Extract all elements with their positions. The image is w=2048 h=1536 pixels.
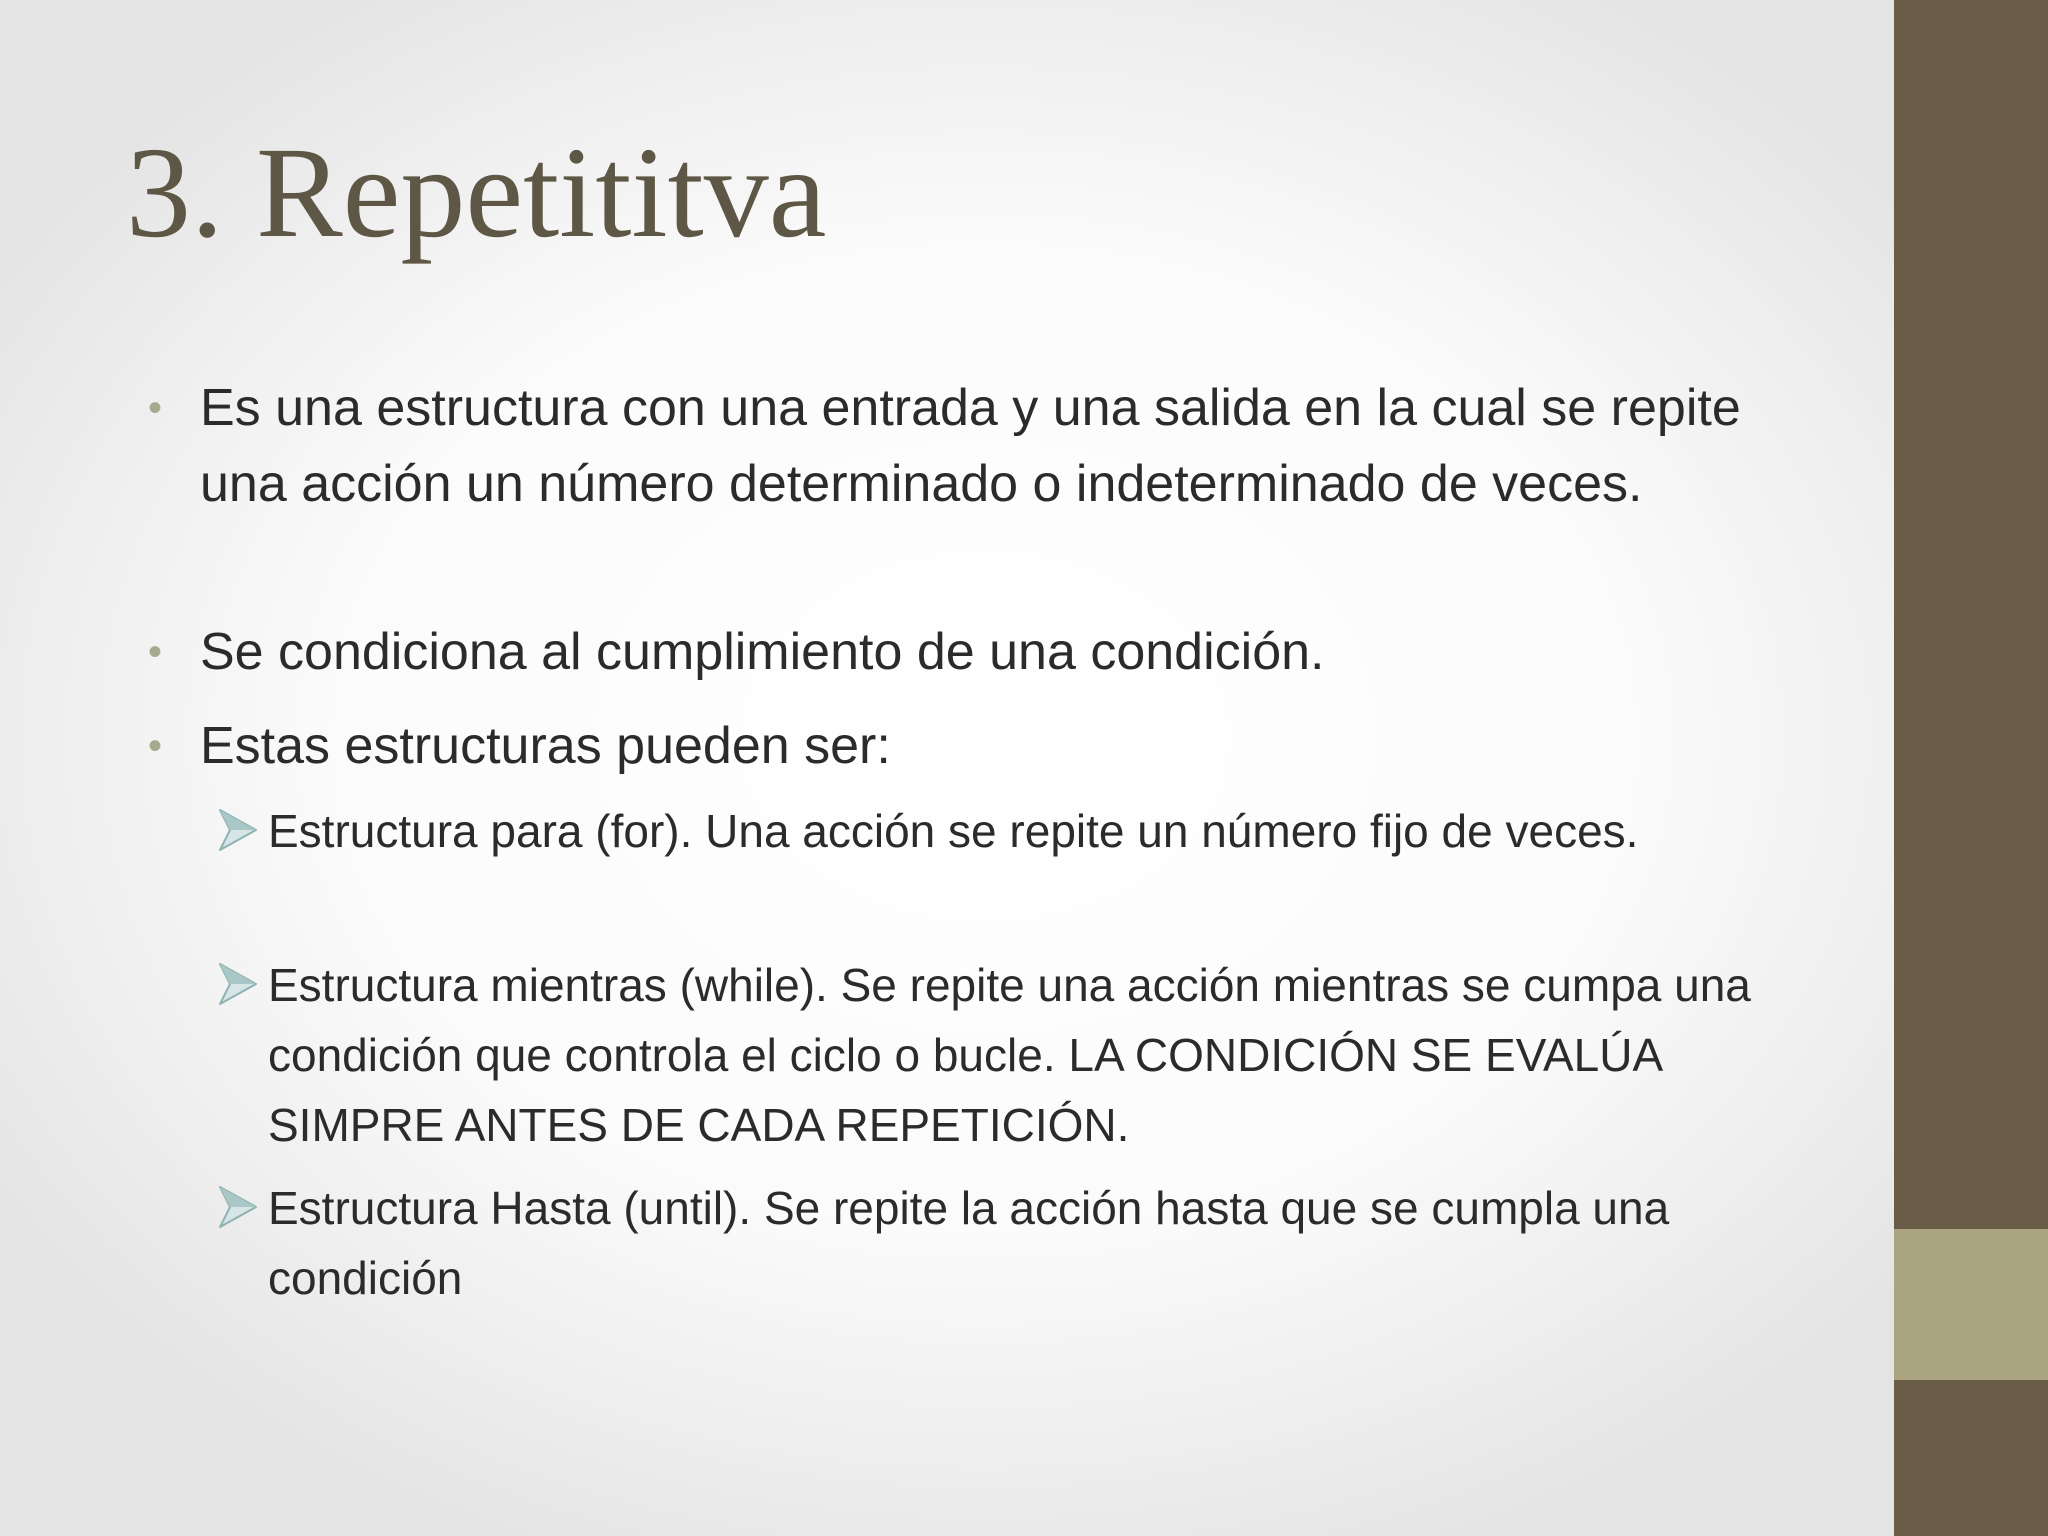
- bullet-text: Es una estructura con una entrada y una salida en la cual se repite una acción un número determinado o indeterminado de veces.: [200, 379, 1741, 513]
- bullet-text: Estas estructuras pueden ser:: [200, 717, 891, 775]
- sub-bullet-item: [218, 1173, 1758, 1313]
- sub-bullet-text: Estructura mientras (while). Se repite una acción mientras se cumpa una condición que controla el ciclo o bucle. LA CONDICIÓN SE EVALÚA SIMPRE ANTES DE CADA REPETICIÓN.: [268, 959, 1751, 1151]
- side-bar-accent-block: [1894, 1229, 2048, 1380]
- side-decoration-bar: [1894, 0, 2048, 1536]
- sub-bullet-item: [218, 950, 1758, 1160]
- bullet-dot-icon: •: [148, 630, 163, 674]
- arrow-bullet-icon: [218, 1185, 258, 1229]
- arrow-bullet-icon: [218, 962, 258, 1006]
- bullet-text: Se condiciona al cumplimiento de una condición.: [200, 623, 1325, 681]
- bullet-item: [148, 370, 1748, 522]
- arrow-bullet-icon: [218, 808, 258, 852]
- sub-bullet-item: [218, 796, 1758, 866]
- bullet-item: [148, 708, 1748, 784]
- sub-bullet-text: Estructura para (for). Una acción se repite un número fijo de veces.: [268, 805, 1639, 857]
- slide-title: 3. Repetititva: [126, 121, 827, 265]
- bullet-dot-icon: •: [148, 724, 163, 768]
- bullet-dot-icon: •: [148, 386, 163, 430]
- bullet-item: [148, 614, 1748, 690]
- sub-bullet-text: Estructura Hasta (until). Se repite la acción hasta que se cumpla una condición: [268, 1182, 1670, 1304]
